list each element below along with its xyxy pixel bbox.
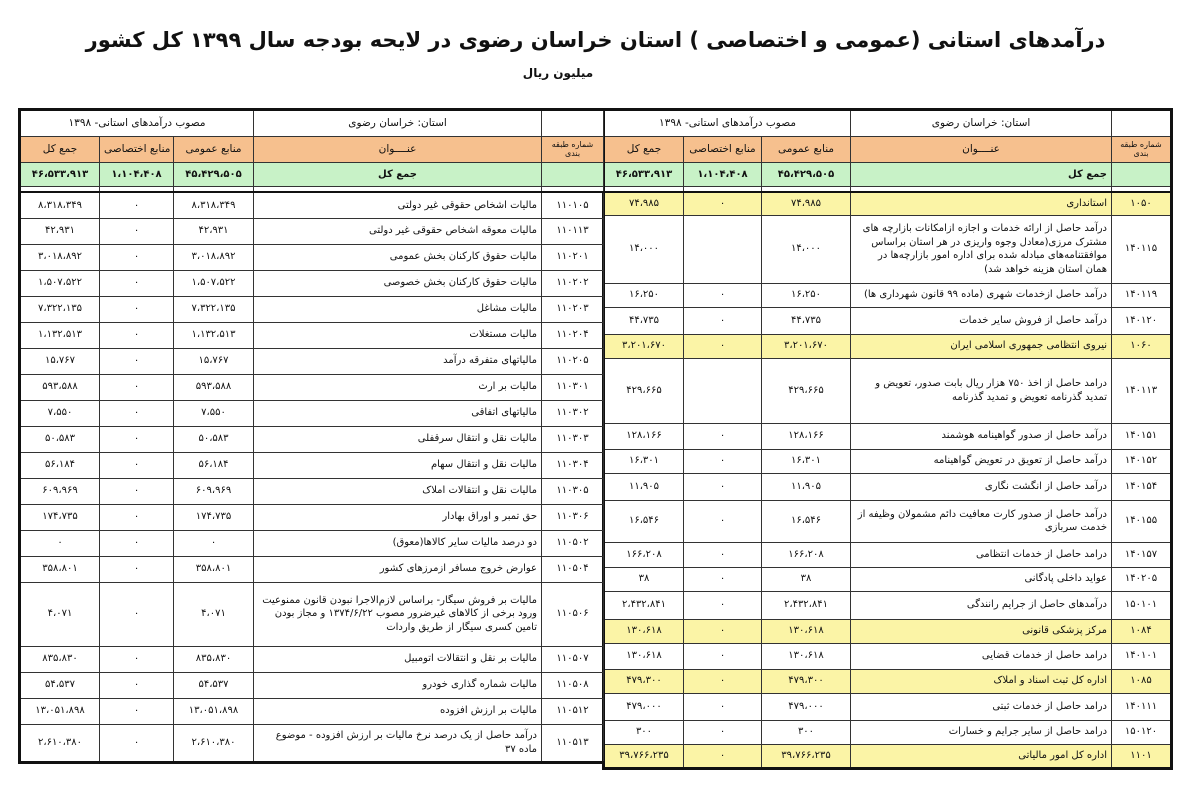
row-title: مالیات نقل و انتقالات املاک bbox=[254, 478, 542, 504]
row-total: ۱۷۴،۷۳۵ bbox=[20, 504, 100, 530]
row-special: ۰ bbox=[684, 744, 762, 768]
row-code: ۱۱۰۵۰۸ bbox=[542, 672, 604, 698]
row-special: ۰ bbox=[684, 192, 762, 215]
row-total: ۴۷۹،۰۰۰ bbox=[604, 693, 684, 720]
row-code: ۱۴۰۱۲۰ bbox=[1112, 307, 1172, 334]
row-title: مالیات حقوق کارکنان بخش عمومی bbox=[254, 244, 542, 270]
col-special-header: منابع اختصاصی bbox=[100, 137, 174, 163]
row-public: ۲،۶۱۰،۳۸۰ bbox=[174, 724, 254, 762]
row-code: ۱۱۰۵۱۲ bbox=[542, 698, 604, 724]
row-public: ۱۶،۳۰۱ bbox=[762, 449, 851, 473]
table-row bbox=[20, 698, 604, 724]
row-total: ۰ bbox=[20, 530, 100, 556]
row-title: مالیات نقل و انتقال سهام bbox=[254, 452, 542, 478]
row-title: درامد حاصل از خدمات ثبتی bbox=[851, 693, 1112, 720]
row-code: ۱۴۰۱۱۹ bbox=[1112, 283, 1172, 307]
row-public: ۱۲۸،۱۶۶ bbox=[762, 423, 851, 449]
row-total: ۱۳،۰۵۱،۸۹۸ bbox=[20, 698, 100, 724]
row-code: ۱۴۰۱۱۱ bbox=[1112, 693, 1172, 720]
row-public: ۲،۴۳۲،۸۴۱ bbox=[762, 591, 851, 619]
row-public: ۱۶۶،۲۰۸ bbox=[762, 542, 851, 567]
row-title: درآمد حاصل از صدور گواهینامه هوشمند bbox=[851, 423, 1112, 449]
row-special: ۰ bbox=[100, 724, 174, 762]
approved-group-header: مصوب درآمدهای استانی- ۱۳۹۸ bbox=[20, 110, 254, 137]
row-total: ۳۹،۷۶۶،۲۳۵ bbox=[604, 744, 684, 768]
col-code-header: شماره طبقه بندی bbox=[542, 137, 604, 163]
col-total-header: جمع کل bbox=[20, 137, 100, 163]
row-total: ۳،۲۰۱،۶۷۰ bbox=[604, 334, 684, 358]
row-special: ۰ bbox=[100, 452, 174, 478]
row-code: ۱۴۰۱۵۱ bbox=[1112, 423, 1172, 449]
row-total: ۸،۳۱۸،۳۴۹ bbox=[20, 192, 100, 218]
table-row bbox=[604, 619, 1172, 643]
table-row bbox=[604, 215, 1172, 283]
table-row bbox=[604, 693, 1172, 720]
row-title: مرکز پزشکی قانونی bbox=[851, 619, 1112, 643]
row-total: ۵۹۳،۵۸۸ bbox=[20, 374, 100, 400]
row-total: ۱۳۰،۶۱۸ bbox=[604, 643, 684, 669]
table-row bbox=[604, 542, 1172, 567]
row-special: ۰ bbox=[100, 556, 174, 582]
row-public: ۵۴،۵۳۷ bbox=[174, 672, 254, 698]
row-total: ۴۲۹،۶۶۵ bbox=[604, 358, 684, 423]
row-total: ۴۴،۷۳۵ bbox=[604, 307, 684, 334]
row-code: ۱۱۰۲۰۵ bbox=[542, 348, 604, 374]
table-row bbox=[604, 449, 1172, 473]
row-title: مالیات معوقه اشخاص حقوقی غیر دولتی bbox=[254, 218, 542, 244]
row-total: ۵۰،۵۸۳ bbox=[20, 426, 100, 452]
row-title: درآمد حاصل از تعویق در تعویض گواهینامه bbox=[851, 449, 1112, 473]
row-title: نیروی انتظامی جمهوری اسلامی ایران bbox=[851, 334, 1112, 358]
row-title: مالیاتهای متفرقه درآمد bbox=[254, 348, 542, 374]
table-row bbox=[604, 669, 1172, 693]
total-sum: ۴۶،۵۳۳،۹۱۳ bbox=[20, 163, 100, 187]
row-title: مالیات مشاغل bbox=[254, 296, 542, 322]
table-row bbox=[20, 530, 604, 556]
col-public-header: منابع عمومی bbox=[174, 137, 254, 163]
row-code: ۱۱۰۵۰۷ bbox=[542, 646, 604, 672]
row-special: ۰ bbox=[100, 192, 174, 218]
row-title: استانداری bbox=[851, 192, 1112, 215]
row-special: ۰ bbox=[100, 672, 174, 698]
row-title: مالیات بر ارث bbox=[254, 374, 542, 400]
row-total: ۱۶۶،۲۰۸ bbox=[604, 542, 684, 567]
row-special: ۰ bbox=[100, 400, 174, 426]
row-code: ۱۰۸۵ bbox=[1112, 669, 1172, 693]
row-code: ۱۱۰۱۱۳ bbox=[542, 218, 604, 244]
table-row bbox=[20, 478, 604, 504]
row-title: درامد حاصل از سایر جرایم و خسارات bbox=[851, 720, 1112, 744]
row-public: ۵۹۳،۵۸۸ bbox=[174, 374, 254, 400]
table-row bbox=[20, 556, 604, 582]
row-public: ۴۴،۷۳۵ bbox=[762, 307, 851, 334]
row-title: دو درصد مالیات سایر کالاها(معوق) bbox=[254, 530, 542, 556]
province-header: استان: خراسان رضوی bbox=[254, 110, 542, 137]
table-row bbox=[20, 296, 604, 322]
row-code: ۱۰۸۴ bbox=[1112, 619, 1172, 643]
row-code: ۱۱۰۲۰۲ bbox=[542, 270, 604, 296]
col-public-header: منابع عمومی bbox=[762, 137, 851, 163]
row-special bbox=[684, 358, 762, 423]
col-total-header: جمع کل bbox=[604, 137, 684, 163]
row-total: ۳۰۰ bbox=[604, 720, 684, 744]
row-total: ۲،۶۱۰،۳۸۰ bbox=[20, 724, 100, 762]
row-special: ۰ bbox=[684, 542, 762, 567]
total-label: جمع کل bbox=[254, 163, 542, 187]
table-row bbox=[20, 322, 604, 348]
col-code-header: شماره طبقه بندی bbox=[1112, 137, 1172, 163]
row-special: ۰ bbox=[100, 698, 174, 724]
total-code-blank bbox=[542, 163, 604, 187]
table-row bbox=[604, 591, 1172, 619]
row-title: اداره کل امور مالیاتی bbox=[851, 744, 1112, 768]
row-special: ۰ bbox=[684, 643, 762, 669]
row-code: ۱۱۰۳۰۴ bbox=[542, 452, 604, 478]
row-title: مالیات بر فروش سیگار- براساس لازم‌الاجرا نبودن قانون ممنوعیت ورود برخی از کالاهای غیرضرور مصوب ۱۳۷۴/۶/۲۲ و مجاز بودن تامین کسری سیگار از طریق واردات bbox=[254, 582, 542, 646]
total-label: جمع کل bbox=[851, 163, 1112, 187]
table-row bbox=[20, 348, 604, 374]
row-total: ۳،۰۱۸،۸۹۲ bbox=[20, 244, 100, 270]
row-special: ۰ bbox=[100, 426, 174, 452]
row-code: ۱۱۰۵۰۴ bbox=[542, 556, 604, 582]
row-special: ۰ bbox=[684, 693, 762, 720]
row-code: ۱۴۰۱۵۵ bbox=[1112, 500, 1172, 542]
row-public: ۷۴،۹۸۵ bbox=[762, 192, 851, 215]
row-public: ۵۰،۵۸۳ bbox=[174, 426, 254, 452]
row-code: ۱۱۰۵۰۲ bbox=[542, 530, 604, 556]
row-code: ۱۱۰۳۰۶ bbox=[542, 504, 604, 530]
row-total: ۱۶،۵۴۶ bbox=[604, 500, 684, 542]
row-total: ۱،۵۰۷،۵۲۲ bbox=[20, 270, 100, 296]
table-row bbox=[20, 646, 604, 672]
row-total: ۱۶،۲۵۰ bbox=[604, 283, 684, 307]
row-total: ۳۸ bbox=[604, 567, 684, 591]
row-total: ۸۳۵،۸۳۰ bbox=[20, 646, 100, 672]
row-title: درآمد حاصل ازخدمات شهری (ماده ۹۹ قانون شهرداری ها) bbox=[851, 283, 1112, 307]
row-total: ۷۴،۹۸۵ bbox=[604, 192, 684, 215]
total-code-blank bbox=[1112, 163, 1172, 187]
row-public: ۱۳۰،۶۱۸ bbox=[762, 619, 851, 643]
row-code: ۱۱۰۵۱۳ bbox=[542, 724, 604, 762]
row-special: ۰ bbox=[100, 646, 174, 672]
row-public: ۳۸ bbox=[762, 567, 851, 591]
table-row bbox=[604, 473, 1172, 500]
row-title: اداره کل ثبت اسناد و املاک bbox=[851, 669, 1112, 693]
row-special: ۰ bbox=[100, 504, 174, 530]
row-code: ۱۱۰۱۰۵ bbox=[542, 192, 604, 218]
row-title: درآمد حاصل از یک درصد نرخ مالیات بر ارزش افزوده - موضوع ماده ۳۷ bbox=[254, 724, 542, 762]
row-public: ۱۵،۷۶۷ bbox=[174, 348, 254, 374]
table-row bbox=[604, 307, 1172, 334]
col-title-header: عنــــوان bbox=[851, 137, 1112, 163]
row-public: ۱۳۰،۶۱۸ bbox=[762, 643, 851, 669]
row-total: ۱۳۰،۶۱۸ bbox=[604, 619, 684, 643]
left-tax-table bbox=[18, 108, 604, 764]
row-special: ۰ bbox=[684, 619, 762, 643]
row-total: ۶۰۹،۹۶۹ bbox=[20, 478, 100, 504]
row-total: ۱۲۸،۱۶۶ bbox=[604, 423, 684, 449]
row-title: مالیات مستغلات bbox=[254, 322, 542, 348]
row-special: ۰ bbox=[684, 283, 762, 307]
table-row bbox=[604, 334, 1172, 358]
row-special: ۰ bbox=[684, 307, 762, 334]
row-title: درآمدهای حاصل از جرایم رانندگی bbox=[851, 591, 1112, 619]
row-title: مالیات شماره گذاری خودرو bbox=[254, 672, 542, 698]
row-special: ۰ bbox=[684, 500, 762, 542]
row-title: مالیات نقل و انتقال سرقفلی bbox=[254, 426, 542, 452]
row-special: ۰ bbox=[100, 582, 174, 646]
row-title: مالیات بر ارزش افزوده bbox=[254, 698, 542, 724]
row-public: ۱،۱۳۲،۵۱۳ bbox=[174, 322, 254, 348]
row-code: ۱۰۶۰ bbox=[1112, 334, 1172, 358]
row-public: ۸۳۵،۸۳۰ bbox=[174, 646, 254, 672]
row-title: درآمد حاصل از ارائه خدمات و اجازه ازامکانات بازارچه های مشترک مرزی(معادل وجوه واریزی در هر استان براساس موافقتنامه‌های مبادله شده برای اداره امور بازارچه‌ها در همان استان هزینه خواهد شد) bbox=[851, 215, 1112, 283]
province-header: استان: خراسان رضوی bbox=[851, 110, 1112, 137]
table-row bbox=[604, 500, 1172, 542]
code-header-blank bbox=[1112, 110, 1172, 137]
row-special: ۰ bbox=[100, 270, 174, 296]
row-code: ۱۴۰۱۵۲ bbox=[1112, 449, 1172, 473]
row-code: ۱۱۰۱ bbox=[1112, 744, 1172, 768]
table-row bbox=[20, 724, 604, 762]
row-public: ۷،۵۵۰ bbox=[174, 400, 254, 426]
row-title: درامد حاصل از اخذ ۷۵۰ هزار ریال بابت صدور، تعویض و تمدید گذرنامه تعویض و تمدید گذرنامه bbox=[851, 358, 1112, 423]
row-total: ۴۷۹،۳۰۰ bbox=[604, 669, 684, 693]
row-public: ۴،۰۷۱ bbox=[174, 582, 254, 646]
row-special: ۰ bbox=[100, 374, 174, 400]
total-sum: ۴۶،۵۳۳،۹۱۳ bbox=[604, 163, 684, 187]
row-title: مالیات اشخاص حقوقی غیر دولتی bbox=[254, 192, 542, 218]
row-code: ۱۱۰۳۰۱ bbox=[542, 374, 604, 400]
row-code: ۱۴۰۱۰۱ bbox=[1112, 643, 1172, 669]
col-title-header: عنــــوان bbox=[254, 137, 542, 163]
table-row bbox=[20, 426, 604, 452]
row-special: ۰ bbox=[684, 567, 762, 591]
total-public: ۴۵،۴۲۹،۵۰۵ bbox=[174, 163, 254, 187]
row-public: ۴۷۹،۳۰۰ bbox=[762, 669, 851, 693]
row-code: ۱۴۰۲۰۵ bbox=[1112, 567, 1172, 591]
row-special: ۰ bbox=[100, 322, 174, 348]
table-row bbox=[604, 423, 1172, 449]
row-special: ۰ bbox=[684, 449, 762, 473]
row-title: درآمد حاصل از انگشت نگاری bbox=[851, 473, 1112, 500]
row-special: ۰ bbox=[100, 478, 174, 504]
row-public: ۵۶،۱۸۴ bbox=[174, 452, 254, 478]
row-total: ۱۵،۷۶۷ bbox=[20, 348, 100, 374]
row-public: ۱۳،۰۵۱،۸۹۸ bbox=[174, 698, 254, 724]
row-title: درامد حاصل از خدمات انتظامی bbox=[851, 542, 1112, 567]
row-special: ۰ bbox=[684, 669, 762, 693]
row-public: ۳۰۰ bbox=[762, 720, 851, 744]
row-public: ۳۹،۷۶۶،۲۳۵ bbox=[762, 744, 851, 768]
row-total: ۱،۱۳۲،۵۱۳ bbox=[20, 322, 100, 348]
total-special: ۱،۱۰۴،۴۰۸ bbox=[100, 163, 174, 187]
row-public: ۳،۰۱۸،۸۹۲ bbox=[174, 244, 254, 270]
table-row bbox=[20, 374, 604, 400]
page-title: درآمدهای استانی (عمومی و اختصاصی ) استان خراسان رضوی در لایحه بودجه سال ۱۳۹۹ کل کشور bbox=[85, 28, 1106, 52]
table-row bbox=[20, 400, 604, 426]
row-special: ۰ bbox=[684, 473, 762, 500]
row-special: ۰ bbox=[100, 296, 174, 322]
row-special bbox=[684, 215, 762, 283]
table-row bbox=[604, 283, 1172, 307]
table-row bbox=[604, 643, 1172, 669]
row-title: عوارض خروج مسافر ازمرزهای کشور bbox=[254, 556, 542, 582]
table-row bbox=[20, 504, 604, 530]
row-code: ۱۱۰۲۰۳ bbox=[542, 296, 604, 322]
row-total: ۵۶،۱۸۴ bbox=[20, 452, 100, 478]
table-row bbox=[604, 720, 1172, 744]
row-title: مالیاتهای اتفاقی bbox=[254, 400, 542, 426]
row-total: ۵۴،۵۳۷ bbox=[20, 672, 100, 698]
row-total: ۲،۴۳۲،۸۴۱ bbox=[604, 591, 684, 619]
row-public: ۱۱،۹۰۵ bbox=[762, 473, 851, 500]
table-row bbox=[20, 218, 604, 244]
row-code: ۱۴۰۱۱۳ bbox=[1112, 358, 1172, 423]
table-row bbox=[20, 270, 604, 296]
row-code: ۱۰۵۰ bbox=[1112, 192, 1172, 215]
total-public: ۴۵،۴۲۹،۵۰۵ bbox=[762, 163, 851, 187]
table-row bbox=[604, 744, 1172, 768]
row-public: ۱۶،۵۴۶ bbox=[762, 500, 851, 542]
row-code: ۱۵۰۱۰۱ bbox=[1112, 591, 1172, 619]
table-row bbox=[604, 358, 1172, 423]
row-title: عواید داخلی پادگانی bbox=[851, 567, 1112, 591]
row-special: ۰ bbox=[100, 244, 174, 270]
row-special: ۰ bbox=[684, 720, 762, 744]
row-code: ۱۱۰۳۰۲ bbox=[542, 400, 604, 426]
row-public: ۶۰۹،۹۶۹ bbox=[174, 478, 254, 504]
row-public: ۴۲۹،۶۶۵ bbox=[762, 358, 851, 423]
total-special: ۱،۱۰۴،۴۰۸ bbox=[684, 163, 762, 187]
row-code: ۱۴۰۱۵۷ bbox=[1112, 542, 1172, 567]
row-code: ۱۵۰۱۲۰ bbox=[1112, 720, 1172, 744]
row-public: ۳،۲۰۱،۶۷۰ bbox=[762, 334, 851, 358]
row-public: ۱۶،۲۵۰ bbox=[762, 283, 851, 307]
row-total: ۱۴،۰۰۰ bbox=[604, 215, 684, 283]
row-code: ۱۱۰۲۰۱ bbox=[542, 244, 604, 270]
row-special: ۰ bbox=[684, 334, 762, 358]
row-public: ۸،۳۱۸،۳۴۹ bbox=[174, 192, 254, 218]
row-code: ۱۴۰۱۵۴ bbox=[1112, 473, 1172, 500]
row-title: درامد حاصل از خدمات قضایی bbox=[851, 643, 1112, 669]
table-row bbox=[20, 452, 604, 478]
right-revenue-table bbox=[602, 108, 1173, 770]
row-total: ۷،۵۵۰ bbox=[20, 400, 100, 426]
row-title: حق تمبر و اوراق بهادار bbox=[254, 504, 542, 530]
row-public: ۷،۳۲۲،۱۳۵ bbox=[174, 296, 254, 322]
table-row bbox=[604, 192, 1172, 215]
row-title: درآمد حاصل از فروش سایر خدمات bbox=[851, 307, 1112, 334]
row-code: ۱۱۰۲۰۴ bbox=[542, 322, 604, 348]
row-special: ۰ bbox=[100, 218, 174, 244]
row-public: ۰ bbox=[174, 530, 254, 556]
row-public: ۴۷۹،۰۰۰ bbox=[762, 693, 851, 720]
row-total: ۳۵۸،۸۰۱ bbox=[20, 556, 100, 582]
row-title: مالیات حقوق کارکنان بخش خصوصی bbox=[254, 270, 542, 296]
row-public: ۱۷۴،۷۳۵ bbox=[174, 504, 254, 530]
row-special: ۰ bbox=[684, 591, 762, 619]
row-public: ۳۵۸،۸۰۱ bbox=[174, 556, 254, 582]
row-total: ۱۱،۹۰۵ bbox=[604, 473, 684, 500]
col-special-header: منابع اختصاصی bbox=[684, 137, 762, 163]
row-special: ۰ bbox=[100, 530, 174, 556]
row-public: ۱۴،۰۰۰ bbox=[762, 215, 851, 283]
row-code: ۱۱۰۳۰۵ bbox=[542, 478, 604, 504]
row-public: ۱،۵۰۷،۵۲۲ bbox=[174, 270, 254, 296]
row-title: درآمد حاصل از صدور کارت معافیت دائم مشمولان وظیفه از خدمت سربازی bbox=[851, 500, 1112, 542]
table-row bbox=[20, 582, 604, 646]
row-code: ۱۴۰۱۱۵ bbox=[1112, 215, 1172, 283]
unit-label: میلیون ریال bbox=[522, 66, 594, 80]
row-total: ۱۶،۳۰۱ bbox=[604, 449, 684, 473]
row-total: ۴،۰۷۱ bbox=[20, 582, 100, 646]
approved-group-header: مصوب درآمدهای استانی- ۱۳۹۸ bbox=[604, 110, 851, 137]
row-title: مالیات بر نقل و انتقالات اتومبیل bbox=[254, 646, 542, 672]
row-total: ۷،۳۲۲،۱۳۵ bbox=[20, 296, 100, 322]
row-code: ۱۱۰۵۰۶ bbox=[542, 582, 604, 646]
table-row bbox=[20, 192, 604, 218]
row-total: ۴۲،۹۳۱ bbox=[20, 218, 100, 244]
table-row bbox=[20, 244, 604, 270]
row-special: ۰ bbox=[684, 423, 762, 449]
row-public: ۴۲،۹۳۱ bbox=[174, 218, 254, 244]
code-header-blank bbox=[542, 110, 604, 137]
row-special: ۰ bbox=[100, 348, 174, 374]
table-row bbox=[604, 567, 1172, 591]
table-row bbox=[20, 672, 604, 698]
row-code: ۱۱۰۳۰۳ bbox=[542, 426, 604, 452]
